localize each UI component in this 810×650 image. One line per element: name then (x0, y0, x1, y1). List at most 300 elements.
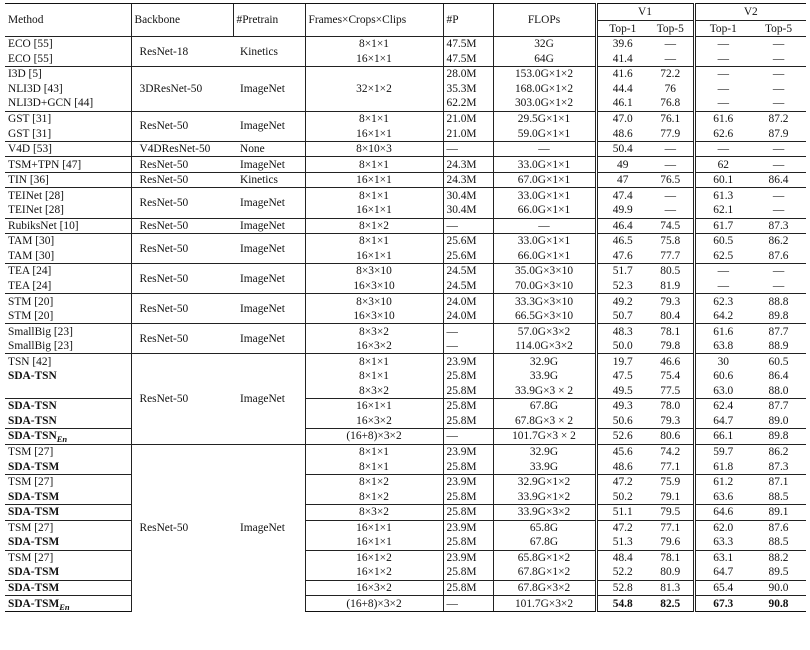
v2-top5-cell: — (751, 157, 806, 173)
col-header-backbone: Backbone (131, 4, 233, 37)
method-cell: SDA-TSM (8, 536, 60, 549)
v2-top5-cell: 86.4 (768, 370, 789, 383)
backbone-cell: ResNet-50 (131, 444, 233, 611)
v1-top1-cell: 46.5 (596, 234, 648, 249)
flops-cell: — (493, 141, 596, 157)
table-row (5, 535, 806, 550)
v2-top1-cell: 61.8 (694, 459, 751, 474)
method-cell: GST [31] (8, 127, 52, 140)
v1-top1-cell: 50.4 (596, 141, 648, 157)
v2-top5-cell: 87.3 (768, 460, 789, 473)
frames-cell: 16×3×2 (305, 339, 443, 354)
flops-cell: 33.0G×1×1 (493, 157, 596, 173)
flops-cell: 35.0G×3×10 (493, 264, 596, 279)
v2-top1-cell: — (694, 141, 751, 157)
params-cell: 23.9M (443, 354, 493, 369)
v1-top1-cell: 41.4 (596, 52, 648, 67)
v2-top1-cell: 67.3 (694, 596, 751, 612)
frames-cell: 16×1×2 (305, 550, 443, 565)
v1-top5-cell: — (664, 52, 676, 65)
v1-top5-cell: 75.4 (660, 370, 681, 383)
frames-cell: 8×1×1 (305, 234, 443, 249)
v2-top1-cell: 61.3 (694, 188, 751, 203)
v2-top1-cell: — (694, 82, 751, 97)
flops-cell: 33.9G (493, 459, 596, 474)
frames-cell: 8×3×2 (305, 324, 443, 339)
frames-cell: 16×3×2 (305, 580, 443, 596)
frames-cell: 8×10×3 (305, 141, 443, 157)
v2-top5-cell: — (751, 67, 806, 82)
v1-top1-cell: 19.7 (596, 354, 648, 369)
frames-cell: 16×1×1 (305, 399, 443, 414)
v2-top1-cell: 63.6 (694, 489, 751, 504)
col-header-params: #P (443, 4, 493, 37)
frames-cell: 8×1×2 (305, 218, 443, 234)
flops-cell: 32.9G (493, 444, 596, 459)
flops-cell: 66.5G×3×10 (493, 309, 596, 324)
method-cell: TSM [27] (5, 550, 131, 565)
table-row (5, 249, 806, 264)
v1-top5-cell: — (648, 141, 694, 157)
flops-cell: 67.8G (493, 535, 596, 550)
method-cell: SmallBig [23] (5, 324, 131, 339)
pretrain-cell: ImageNet (233, 157, 305, 173)
v2-top5-cell: — (772, 82, 785, 95)
table-row (5, 384, 806, 399)
results-table-container (5, 3, 806, 612)
pretrain-cell: ImageNet (233, 354, 305, 444)
method-cell (5, 429, 131, 445)
params-cell: 28.0M (443, 67, 493, 82)
v1-top1-cell: 51.1 (596, 504, 648, 520)
v1-top5-cell: 79.5 (648, 504, 694, 520)
params-cell: 25.8M (443, 384, 493, 399)
frames-cell: 8×1×1 (305, 37, 443, 52)
v1-top1-cell: 49.2 (596, 294, 648, 309)
table-row (5, 339, 806, 354)
v1-top5-cell: 78.1 (648, 324, 694, 339)
flops-cell: 101.7G×3 × 2 (493, 429, 596, 445)
params-cell: 25.8M (443, 369, 493, 384)
v2-top5-cell: 87.2 (751, 111, 806, 126)
params-cell: 23.9M (443, 444, 493, 459)
method-cell (5, 596, 131, 612)
table-row (5, 414, 806, 429)
pretrain-cell: ImageNet (233, 264, 305, 294)
params-cell: 25.8M (443, 580, 493, 596)
frames-cell: (16+8)×3×2 (305, 429, 443, 445)
flops-cell: 101.7G×3×2 (493, 596, 596, 612)
method-cell: TSM [27] (5, 520, 131, 535)
frames-cell: 8×1×1 (305, 354, 443, 369)
method-subscript: En (56, 434, 68, 445)
method-cell: RubiksNet [10] (5, 218, 131, 234)
v2-top1-cell: 63.0 (694, 384, 751, 399)
method-subscript: En (59, 601, 70, 612)
frames-cell: 16×3×10 (305, 279, 443, 294)
flops-cell: 57.0G×3×2 (493, 324, 596, 339)
params-cell: 24.5M (443, 279, 493, 294)
col-header-v1: V1 (596, 4, 694, 21)
table-row (5, 294, 806, 309)
v1-top1-cell: 45.6 (596, 444, 648, 459)
method-cell: GST [31] (5, 111, 131, 126)
flops-cell: 67.0G×1×1 (493, 172, 596, 188)
table-row (5, 459, 806, 474)
backbone-cell: ResNet-50 (131, 111, 233, 141)
col-header-v2-top1: Top-1 (694, 21, 751, 37)
v2-top5-cell: 87.6 (751, 520, 806, 535)
params-cell: 47.5M (443, 37, 493, 52)
v2-top1-cell: — (694, 279, 751, 294)
params-cell: 25.8M (443, 459, 493, 474)
v1-top5-cell: 77.1 (648, 520, 694, 535)
v2-top5-cell: — (772, 52, 785, 65)
v2-top5-cell: 87.6 (768, 249, 789, 262)
table-row (5, 444, 806, 459)
params-cell: 24.3M (443, 172, 493, 188)
v2-top1-cell: 64.2 (694, 309, 751, 324)
v2-top1-cell: 61.6 (694, 324, 751, 339)
frames-cell: 8×3×10 (305, 264, 443, 279)
v1-top1-cell: 51.3 (596, 535, 648, 550)
method-cell: ECO [55] (8, 52, 53, 65)
v1-top1-cell: 50.0 (596, 339, 648, 354)
v2-top5-cell: 88.5 (768, 490, 789, 503)
method-cell: NLI3D+GCN [44] (8, 97, 94, 110)
pretrain-cell: ImageNet (233, 294, 305, 324)
table-row (5, 264, 806, 279)
flops-cell: 33.3G×3×10 (493, 294, 596, 309)
params-cell: 21.0M (443, 126, 493, 141)
flops-cell: 32.9G×1×2 (493, 474, 596, 489)
frames-cell: 8×3×2 (305, 504, 443, 520)
params-cell: 30.4M (443, 203, 493, 218)
v1-top5-cell: 79.6 (660, 536, 681, 549)
flops-cell: 65.8G×1×2 (493, 550, 596, 565)
v2-top5-cell: — (751, 37, 806, 52)
frames-cell: 8×1×1 (305, 111, 443, 126)
v2-top5-cell: 89.8 (768, 310, 789, 323)
method-cell (5, 384, 131, 399)
backbone-cell: ResNet-50 (131, 264, 233, 294)
pretrain-cell: ImageNet (233, 218, 305, 234)
v2-top1-cell: 64.7 (694, 565, 751, 580)
backbone-cell: V4DResNet-50 (131, 141, 233, 157)
params-cell: 23.9M (443, 550, 493, 565)
params-cell: 25.8M (443, 489, 493, 504)
params-cell: 30.4M (443, 188, 493, 203)
params-cell: 24.5M (443, 264, 493, 279)
v2-top5-cell: 88.0 (768, 384, 789, 397)
params-cell: 62.2M (443, 96, 493, 111)
v2-top1-cell: 66.1 (694, 429, 751, 445)
table-row (5, 565, 806, 580)
v1-top1-cell: 46.1 (596, 96, 648, 111)
col-header-flops: FLOPs (493, 4, 596, 37)
col-header-v2: V2 (694, 4, 806, 21)
v1-top1-cell: 47 (596, 172, 648, 188)
v2-top5-cell: — (751, 264, 806, 279)
v1-top5-cell: 79.8 (660, 340, 681, 353)
v2-top5-cell: — (772, 97, 785, 110)
table-row (5, 474, 806, 489)
v2-top1-cell: — (694, 96, 751, 111)
v1-top5-cell: 81.3 (648, 580, 694, 596)
v2-top5-cell: 88.5 (768, 536, 789, 549)
v1-top1-cell: 50.7 (596, 309, 648, 324)
v2-top5-cell: 89.1 (751, 504, 806, 520)
v1-top5-cell: 77.9 (660, 127, 681, 140)
frames-cell: 8×1×1 (305, 459, 443, 474)
backbone-cell: ResNet-50 (131, 218, 233, 234)
v1-top1-cell: 47.5 (596, 369, 648, 384)
params-cell: — (443, 429, 493, 445)
v1-top1-cell: 44.4 (596, 82, 648, 97)
v1-top5-cell: 78.0 (648, 399, 694, 414)
flops-cell: 114.0G×3×2 (493, 339, 596, 354)
method-cell: TEINet [28] (5, 188, 131, 203)
v2-top1-cell: 64.7 (694, 414, 751, 429)
v1-top1-cell: 47.4 (596, 188, 648, 203)
backbone-cell: 3DResNet-50 (131, 67, 233, 112)
params-cell: 25.6M (443, 234, 493, 249)
v2-top1-cell: 62.5 (694, 249, 751, 264)
v2-top5-cell: — (751, 141, 806, 157)
table-row (5, 354, 806, 369)
method-cell: I3D [5] (5, 67, 131, 82)
backbone-cell: ResNet-50 (131, 234, 233, 264)
v1-top5-cell: 80.5 (648, 264, 694, 279)
v2-top1-cell: — (694, 264, 751, 279)
col-header-v1-top1: Top-1 (596, 21, 648, 37)
params-cell: 25.6M (443, 249, 493, 264)
flops-cell: 66.0G×1×1 (493, 249, 596, 264)
params-cell: 47.5M (443, 52, 493, 67)
v2-top5-cell: 86.2 (751, 444, 806, 459)
method-cell: TIN [36] (5, 172, 131, 188)
method-name: SDA-TSM (8, 597, 60, 610)
flops-cell: 153.0G×1×2 (493, 67, 596, 82)
method-cell: NLI3D [43] (8, 82, 63, 95)
frames-cell: 16×1×1 (305, 249, 443, 264)
flops-cell: 33.9G×3 × 2 (493, 384, 596, 399)
v2-top5-cell: 86.2 (751, 234, 806, 249)
flops-cell: 64G (493, 52, 596, 67)
table-row (5, 234, 806, 249)
col-header-frames-crops-clips: Frames×Crops×Clips (305, 4, 443, 37)
v1-top5-cell: 77.5 (660, 384, 681, 397)
method-cell: SDA-TSM (5, 580, 131, 596)
v1-top1-cell: 47.2 (596, 520, 648, 535)
v2-top1-cell: 65.4 (694, 580, 751, 596)
backbone-cell: ResNet-50 (131, 172, 233, 188)
frames-cell: 16×1×1 (305, 203, 443, 218)
method-cell: STM [20] (5, 294, 131, 309)
method-cell: TEINet [28] (8, 204, 64, 217)
params-cell: 25.8M (443, 504, 493, 520)
table-row (5, 489, 806, 504)
frames-cell: 8×3×10 (305, 294, 443, 309)
pretrain-cell: ImageNet (233, 234, 305, 264)
frames-cell: 8×1×1 (305, 369, 443, 384)
v2-top1-cell: 61.2 (694, 474, 751, 489)
table-row (5, 111, 806, 126)
v2-top5-cell: 88.8 (751, 294, 806, 309)
v1-top5-cell: — (648, 37, 694, 52)
frames-cell: 32×1×2 (305, 67, 443, 112)
v1-top5-cell: 79.3 (648, 294, 694, 309)
v2-top5-cell: 88.9 (768, 340, 789, 353)
v2-top1-cell: 61.6 (694, 111, 751, 126)
table-row (5, 218, 806, 234)
params-cell: — (443, 596, 493, 612)
v1-top1-cell: 46.4 (596, 218, 648, 234)
table-row (5, 188, 806, 203)
v1-top5-cell: 74.2 (648, 444, 694, 459)
v2-top1-cell: 62 (694, 157, 751, 173)
params-cell: — (443, 218, 493, 234)
params-cell: 25.8M (443, 414, 493, 429)
v2-top5-cell: 90.8 (751, 596, 806, 612)
v1-top1-cell: 48.6 (596, 459, 648, 474)
v1-top1-cell: 52.6 (596, 429, 648, 445)
flops-cell: 67.8G×1×2 (493, 565, 596, 580)
flops-cell: 168.0G×1×2 (493, 82, 596, 97)
v1-top1-cell: 52.3 (596, 279, 648, 294)
method-cell: TAM [30] (8, 249, 55, 262)
v2-top1-cell: 59.7 (694, 444, 751, 459)
method-cell: SmallBig [23] (8, 340, 73, 353)
v2-top5-cell: 89.5 (768, 566, 789, 579)
method-cell: TSM [27] (5, 474, 131, 489)
frames-cell: 8×1×1 (305, 188, 443, 203)
table-row (5, 324, 806, 339)
method-cell: TEA [24] (5, 264, 131, 279)
v2-top5-cell: 90.0 (751, 580, 806, 596)
table-row (5, 429, 806, 445)
flops-cell: 29.5G×1×1 (493, 111, 596, 126)
v1-top1-cell: 47.6 (596, 249, 648, 264)
v1-top5-cell: 74.5 (648, 218, 694, 234)
flops-cell: 67.8G (493, 399, 596, 414)
method-cell: TSM+TPN [47] (5, 157, 131, 173)
table-row (5, 520, 806, 535)
v1-top5-cell: 76.5 (648, 172, 694, 188)
method-cell: SDA-TSN (8, 414, 57, 427)
v1-top1-cell: 48.4 (596, 550, 648, 565)
v1-top5-cell: 77.7 (660, 249, 681, 262)
v1-top5-cell: — (648, 188, 694, 203)
frames-cell: 16×1×1 (305, 520, 443, 535)
frames-cell: 8×3×2 (305, 384, 443, 399)
v2-top1-cell: 63.1 (694, 550, 751, 565)
backbone-cell: ResNet-50 (131, 324, 233, 354)
pretrain-cell: ImageNet (233, 67, 305, 112)
params-cell: 24.0M (443, 309, 493, 324)
v2-top1-cell: 62.4 (694, 399, 751, 414)
table-row (5, 52, 806, 67)
v2-top1-cell: — (694, 67, 751, 82)
results-table-body (5, 37, 806, 612)
params-cell: 24.0M (443, 294, 493, 309)
table-row (5, 309, 806, 324)
v1-top5-cell: 76.8 (660, 97, 681, 110)
v1-top1-cell: 39.6 (596, 37, 648, 52)
pretrain-cell: None (233, 141, 305, 157)
method-cell: SDA-TSN (5, 399, 131, 414)
v2-top1-cell: — (694, 37, 751, 52)
frames-cell: (16+8)×3×2 (305, 596, 443, 612)
method-cell: V4D [53] (5, 141, 131, 157)
pretrain-cell: ImageNet (233, 444, 305, 611)
table-row (5, 504, 806, 520)
v2-top1-cell: 60.6 (694, 369, 751, 384)
v1-top5-cell: 79.1 (660, 490, 681, 503)
frames-cell: 16×3×10 (305, 309, 443, 324)
flops-cell: — (493, 218, 596, 234)
v1-top1-cell: 50.6 (596, 414, 648, 429)
v1-top1-cell: 49.9 (596, 203, 648, 218)
v1-top1-cell: 49.5 (596, 384, 648, 399)
table-row (5, 580, 806, 596)
flops-cell: 70.0G×3×10 (493, 279, 596, 294)
method-cell: STM [20] (8, 310, 54, 323)
col-header-method: Method (5, 4, 131, 37)
v2-top5-cell: 87.7 (751, 324, 806, 339)
table-row (5, 279, 806, 294)
flops-cell: 59.0G×1×1 (493, 126, 596, 141)
v1-top5-cell: 80.4 (660, 310, 681, 323)
v2-top5-cell: — (772, 280, 785, 293)
frames-cell: 16×1×2 (305, 565, 443, 580)
flops-cell: 65.8G (493, 520, 596, 535)
method-cell: SDA-TSM (8, 460, 60, 473)
v1-top5-cell: 46.6 (648, 354, 694, 369)
v2-top5-cell: — (772, 204, 785, 217)
params-cell: — (443, 141, 493, 157)
table-row (5, 399, 806, 414)
flops-cell: 67.8G×3×2 (493, 580, 596, 596)
v2-top1-cell: 63.8 (694, 339, 751, 354)
table-row (5, 141, 806, 157)
method-cell: SDA-TSN (8, 370, 57, 383)
v1-top5-cell: 76 (664, 82, 676, 95)
v1-top5-cell: 82.5 (648, 596, 694, 612)
v1-top1-cell: 54.8 (596, 596, 648, 612)
v2-top5-cell: 89.8 (751, 429, 806, 445)
v2-top5-cell: 87.1 (751, 474, 806, 489)
v2-top5-cell: 60.5 (751, 354, 806, 369)
v1-top1-cell: 47.0 (596, 111, 648, 126)
flops-cell: 33.0G×1×1 (493, 188, 596, 203)
v1-top5-cell: 79.3 (660, 414, 681, 427)
flops-cell: 33.9G (493, 369, 596, 384)
header-row-1 (5, 4, 806, 21)
params-cell: 21.0M (443, 111, 493, 126)
frames-cell: 16×1×1 (305, 172, 443, 188)
v2-top1-cell: 62.0 (694, 520, 751, 535)
v2-top1-cell: 62.1 (694, 203, 751, 218)
method-cell: TSM [27] (5, 444, 131, 459)
v1-top5-cell: 80.6 (648, 429, 694, 445)
params-cell: 25.8M (443, 399, 493, 414)
v2-top1-cell: 60.5 (694, 234, 751, 249)
table-row (5, 172, 806, 188)
params-cell: 35.3M (443, 82, 493, 97)
backbone-cell: ResNet-50 (131, 294, 233, 324)
frames-cell: 8×1×1 (305, 444, 443, 459)
